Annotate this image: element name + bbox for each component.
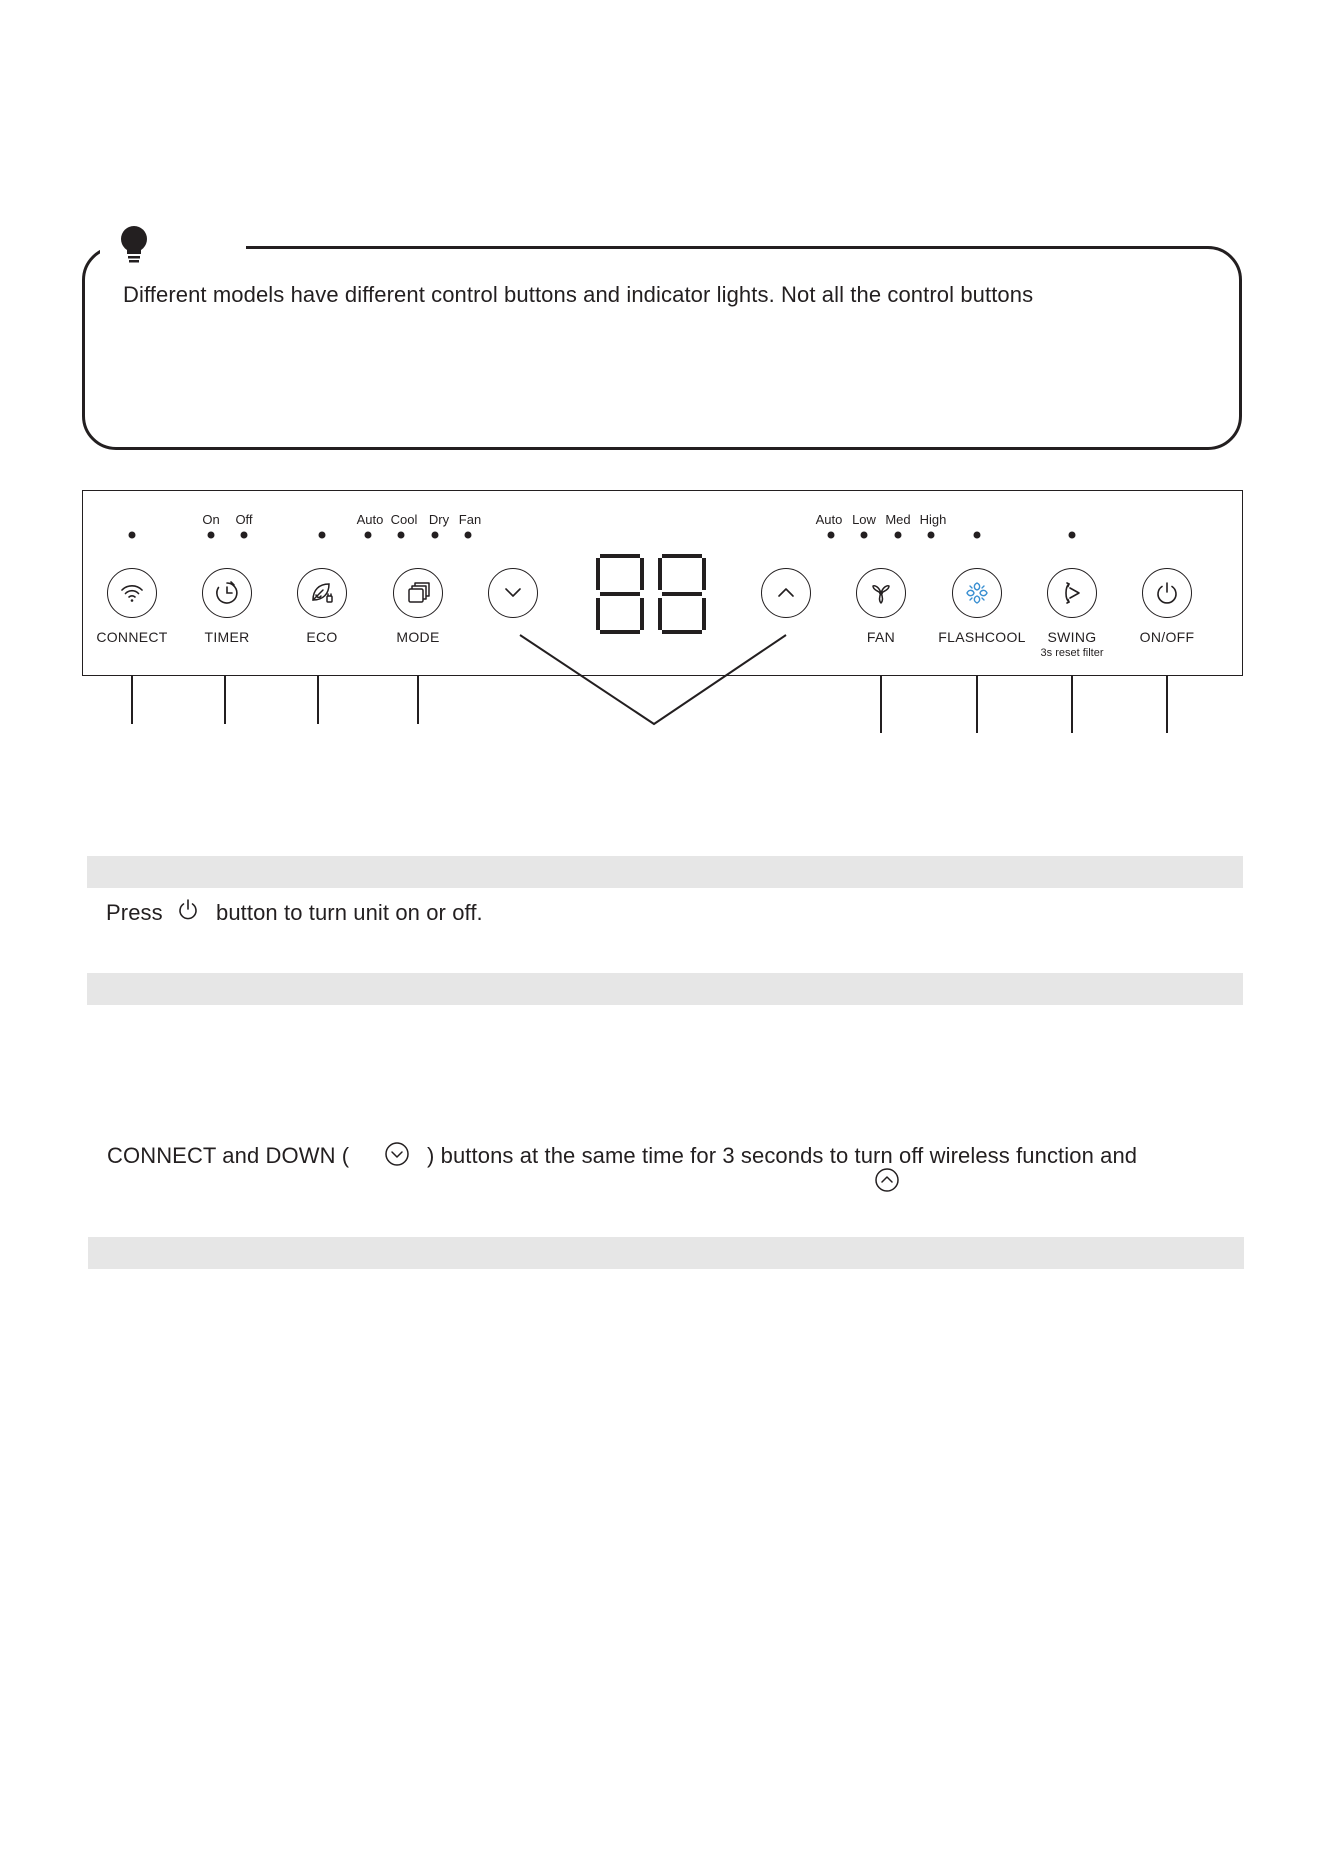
indicator-label-mode-auto: Auto xyxy=(356,512,384,527)
swing-sub-label: 3s reset filter xyxy=(1040,647,1104,659)
swing-label: SWING xyxy=(1047,629,1097,645)
indicator-dot-flashcool xyxy=(974,532,981,539)
indicator-label-mode-fan: Fan xyxy=(458,512,482,527)
wifi-icon xyxy=(117,578,147,608)
connect-text-part1: CONNECT and DOWN ( xyxy=(107,1143,350,1168)
indicator-dot-fan-high xyxy=(928,532,935,539)
chevron-down-icon xyxy=(498,578,528,608)
power-icon xyxy=(175,897,201,923)
indicator-dot-fan-med xyxy=(895,532,902,539)
indicator-dot-mode-cool xyxy=(398,532,405,539)
indicator-label-mode-dry: Dry xyxy=(428,512,450,527)
note-box xyxy=(82,246,1242,450)
indicator-dot-fan-low xyxy=(861,532,868,539)
indicator-dot-swing xyxy=(1069,532,1076,539)
indicator-label-fan-auto: Auto xyxy=(815,512,843,527)
fan-label: FAN xyxy=(866,629,896,645)
down-button[interactable] xyxy=(488,568,538,618)
indicator-label-fan-high: High xyxy=(919,512,947,527)
chevron-up-icon xyxy=(874,1167,900,1193)
chevron-down-icon xyxy=(384,1141,410,1167)
indicator-dot-timer-off xyxy=(241,532,248,539)
indicator-dot-timer-on xyxy=(208,532,215,539)
swing-button[interactable] xyxy=(1047,568,1097,618)
indicator-label-timer-off: Off xyxy=(235,512,253,527)
timer-icon xyxy=(212,578,242,608)
mode-label: MODE xyxy=(396,629,440,645)
flashcool-icon xyxy=(962,578,992,608)
eco-label: ECO xyxy=(306,629,338,645)
section-header-band-connect xyxy=(87,973,1243,1005)
onoff-button[interactable] xyxy=(1142,568,1192,618)
connect-button[interactable] xyxy=(107,568,157,618)
indicator-label-timer-on: On xyxy=(202,512,220,527)
up-button[interactable] xyxy=(761,568,811,618)
onoff-label: ON/OFF xyxy=(1139,629,1195,645)
flashcool-label: FLASHCOOL xyxy=(938,629,1026,645)
connect-label: CONNECT xyxy=(96,629,168,645)
power-icon xyxy=(1152,578,1182,608)
mode-button[interactable] xyxy=(393,568,443,618)
eco-button[interactable] xyxy=(297,568,347,618)
indicator-dot-mode-auto xyxy=(365,532,372,539)
section-header-band-power xyxy=(87,856,1243,888)
fan-button[interactable] xyxy=(856,568,906,618)
chevron-up-icon xyxy=(771,578,801,608)
swing-icon xyxy=(1057,578,1087,608)
connect-text-part2: ) buttons at the same time for 3 seconds to turn off wireless function and xyxy=(427,1143,1138,1168)
timer-button[interactable] xyxy=(202,568,252,618)
indicator-dot-fan-auto xyxy=(828,532,835,539)
eco-leaf-icon xyxy=(307,578,337,608)
power-text-after: button to turn unit on or off. xyxy=(216,900,483,925)
fan-icon xyxy=(866,578,896,608)
indicator-label-fan-low: Low xyxy=(852,512,876,527)
note-text: Different models have different control buttons and indicator lights. Not all the control buttons xyxy=(123,282,1034,307)
indicator-label-fan-med: Med xyxy=(885,512,911,527)
indicator-dot-eco xyxy=(319,532,326,539)
mode-icon xyxy=(403,578,433,608)
seven-segment-display xyxy=(596,552,706,636)
flashcool-button[interactable] xyxy=(952,568,1002,618)
indicator-dot-mode-dry xyxy=(432,532,439,539)
indicator-dot-connect xyxy=(129,532,136,539)
lightbulb-icon xyxy=(116,224,152,266)
section-header-band-3 xyxy=(88,1237,1244,1269)
power-text-before: Press xyxy=(106,900,163,925)
indicator-dot-mode-fan xyxy=(465,532,472,539)
timer-label: TIMER xyxy=(204,629,250,645)
indicator-label-mode-cool: Cool xyxy=(390,512,418,527)
